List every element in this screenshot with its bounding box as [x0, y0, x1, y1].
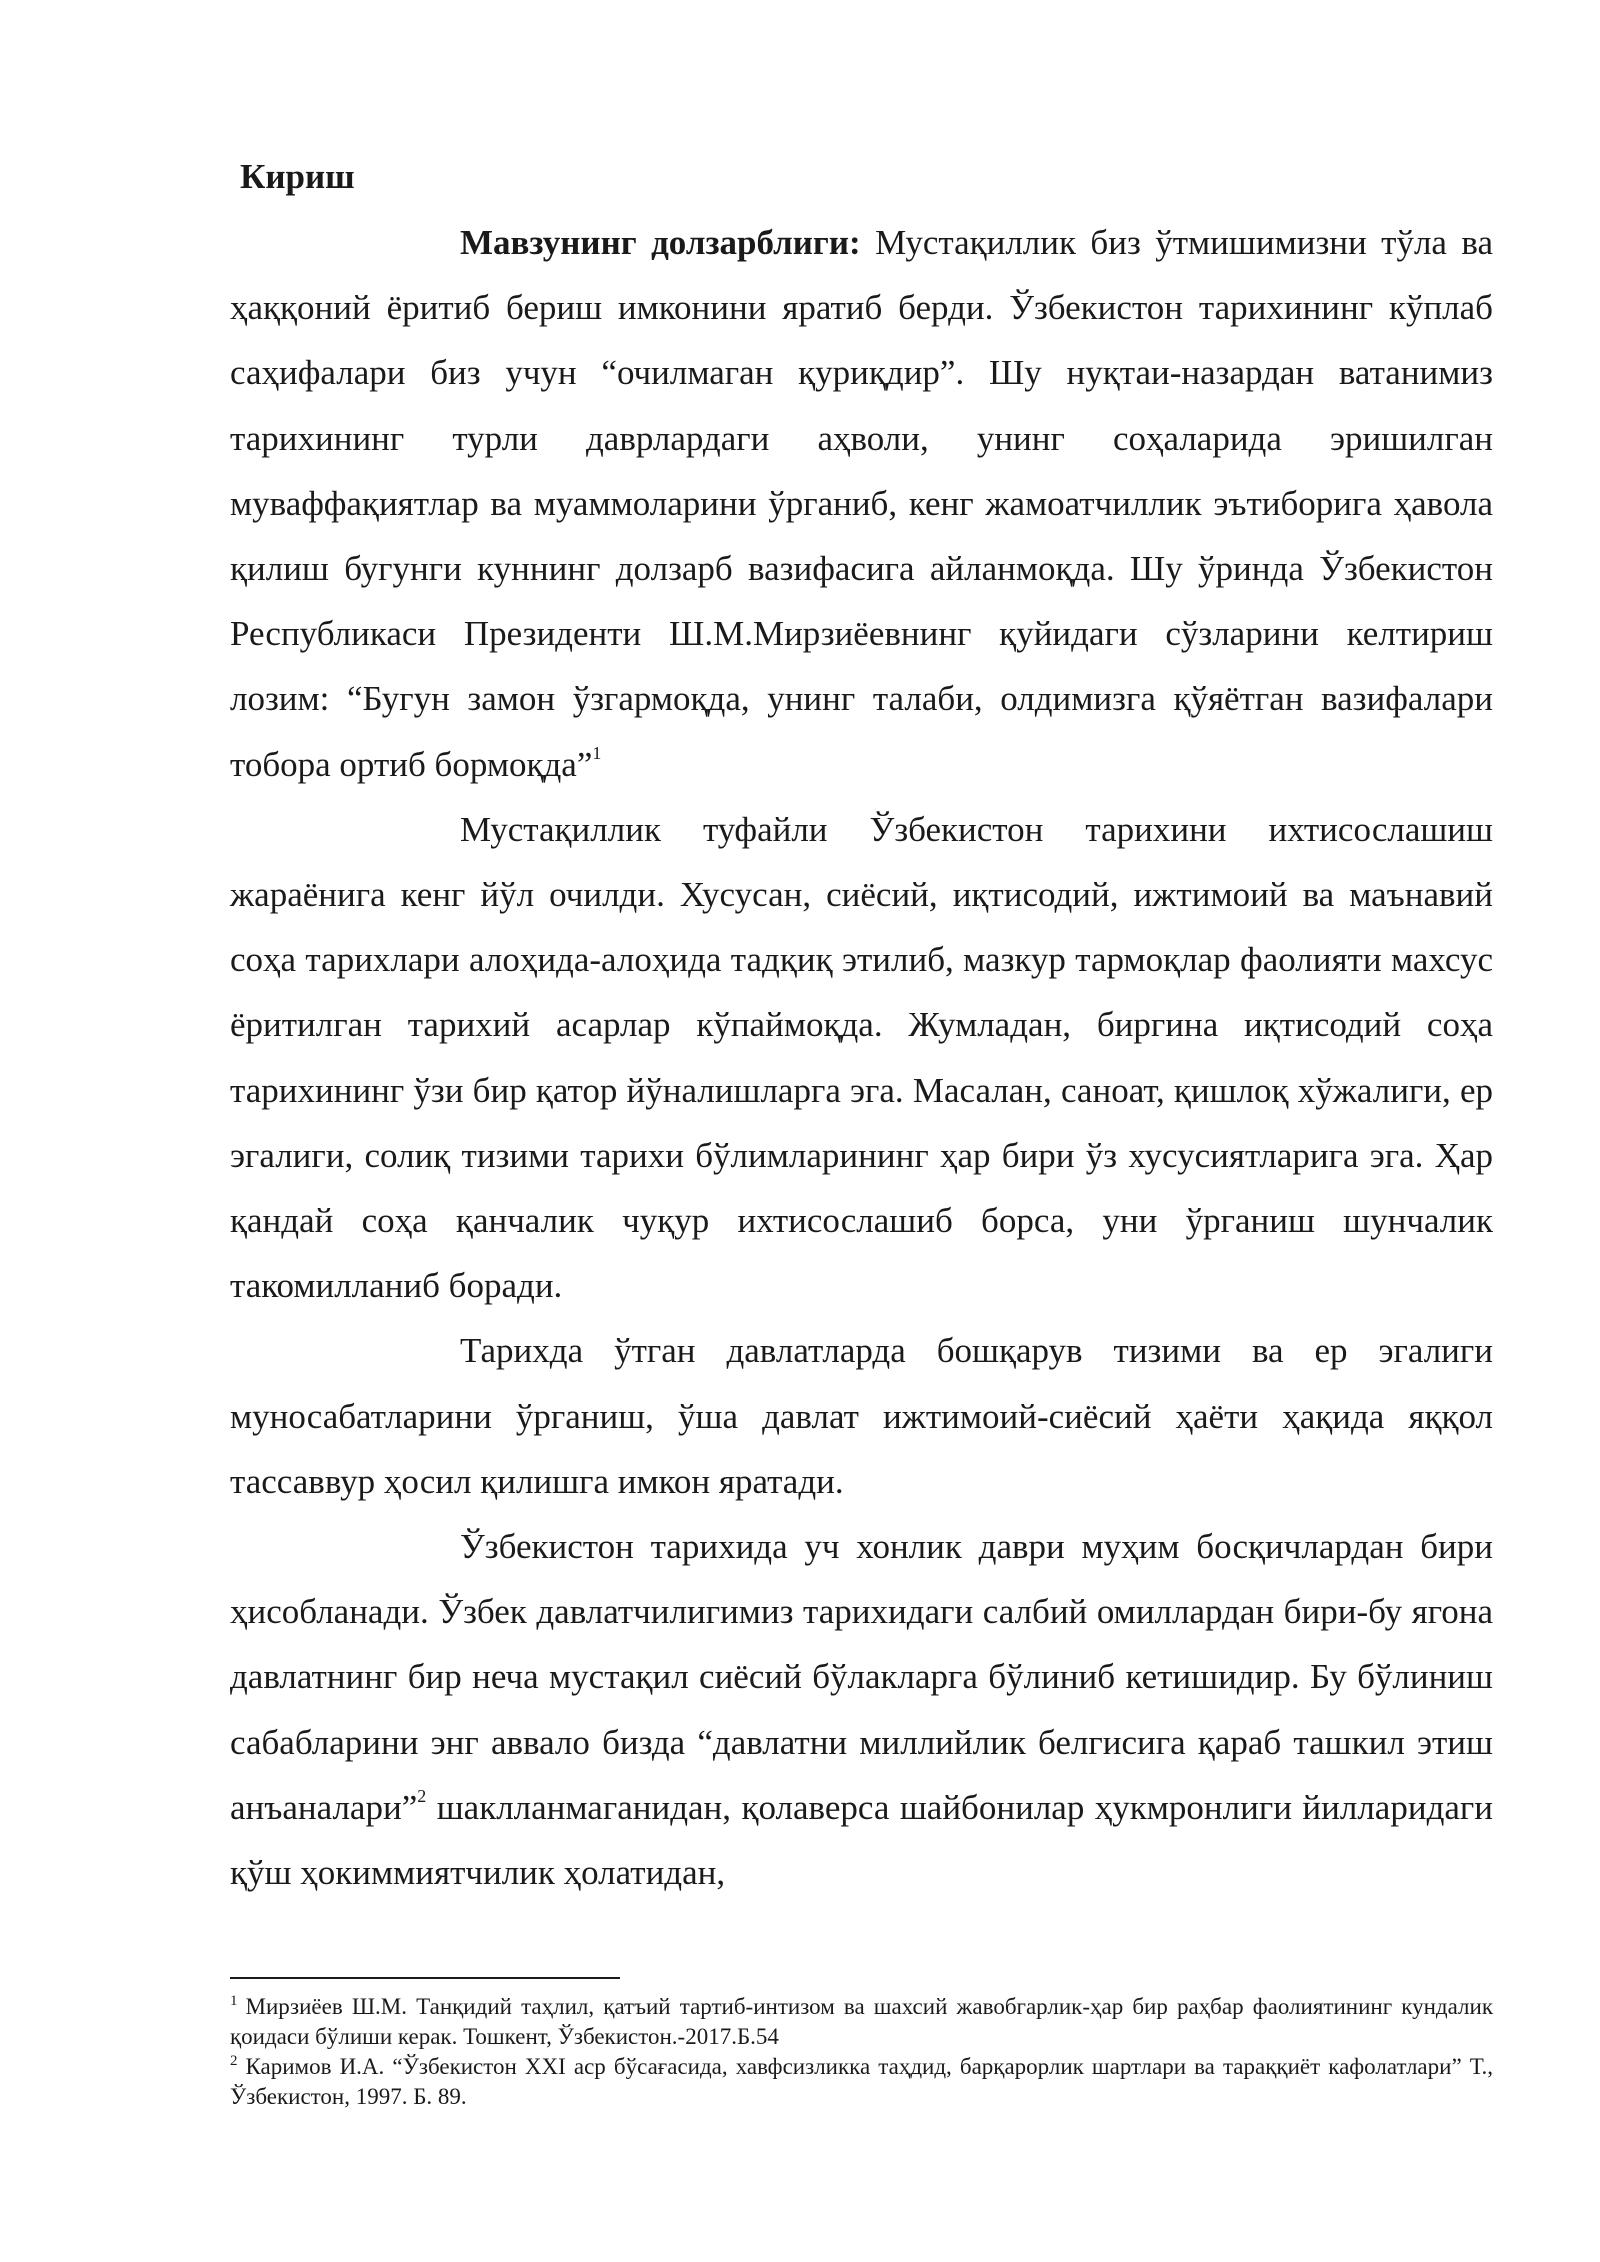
body-text [230, 210, 1493, 1905]
paragraph-text: Тарихда ўтган давлатларда бошқарув тизими ва ер эгалиги муносабатларини ўрганиш, ўша давлат ижтимоий-сиёсий ҳаёти ҳақида яққол тассаввур ҳосил қилишга имкон яратади. [230, 1331, 1493, 1501]
paragraph-text: шаклланмаганидан, қолаверса шайбонилар ҳукмронлиги йилларидаги қўш ҳокиммиятчилик ҳолатидан, [230, 1787, 1493, 1893]
footnote-text: Каримов И.А. “Ўзбекистон XXI аср бўсағасида, хавфсизликка таҳдид, барқарорлик шартлари ва тараққиёт кафолатлари” Т., Ўзбекистон, 1997. Б. 89. [230, 2054, 1493, 2109]
paragraph [230, 210, 1493, 797]
footnote-separator [230, 1977, 620, 1979]
topic-relevance-label: Мавзунинг долзарблиги: [460, 223, 861, 262]
section-heading: Кириш [240, 157, 355, 196]
footnote-text: Мирзиёев Ш.М. Танқидий таҳлил, қатъий тартиб-интизом ва шахсий жавобгарлик-ҳар бир раҳбар фаолиятининг кундалик қоидаси бўлиши керак. Тошкент, Ўзбекистон.-2017.Б.54 [230, 1994, 1493, 2049]
footnote-number: 2 [230, 2053, 238, 2070]
paragraph-text: Мустақиллик биз ўтмишимизни тўла ва ҳаққоний ёритиб бериш имконини яратиб берди. Ўзбекистон тарихининг кўплаб саҳифалари биз учун “очилмаган қуриқдир”. Шу нуқтаи-назардан ватанимиз тарихининг турли даврлардаги аҳволи, унинг соҳаларида эришилган муваффақиятлар ва муаммоларини ўрганиб, кенг жамоатчиллик эътиборига ҳавола қилиш бугунги куннинг долзарб вазифасига айланмоқда. Шу ўринда Ўзбекистон Республикаси Президенти Ш.М.Мирзиёевнинг қуйидаги сўзларини келтириш лозим: “Бугун замон ўзгармоқда, унинг талаби, олдимизга қўяётган вазифалари тобора ортиб бормоқда” [230, 223, 1493, 784]
footnote-reference[interactable]: 1 [592, 742, 602, 763]
footnotes [230, 1992, 1493, 2112]
paragraph-text: Ўзбекистон тарихида уч хонлик даври муҳим босқичлардан бири ҳисобланади. Ўзбек давлатчилигимиз тарихидаги салбий омиллардан бири-бу ягона давлатнинг бир неча мустақил сиёсий бўлакларга бўлиниб кетишидир. Бу бўлиниш сабабларини энг аввало бизда “давлатни миллийлик белгисига қараб ташкил этиш анъаналари” [230, 1527, 1493, 1827]
footnote-number: 1 [230, 1993, 238, 2010]
footnote [230, 2052, 1493, 2112]
paragraph-text: Мустақиллик туфайли Ўзбекистон тарихини ихтисослашиш жараёнига кенг йўл очилди. Хусусан, сиёсий, иқтисодий, ижтимоий ва маънавий соҳа тарихлари алоҳида-алоҳида тадқиқ этилиб, мазкур тармоқлар фаолияти махсус ёритилган тарихий асарлар кўпаймоқда. Жумладан, биргина иқтисодий соҳа тарихининг ўзи бир қатор йўналишларга эга. Масалан, саноат, қишлоқ хўжалиги, ер эгалиги, солиқ тизими тарихи бўлимларининг ҳар бири ўз хусусиятларига эга. Ҳар қандай соҳа қанчалик чуқур ихтисослашиб борса, уни ўрганиш шунчалик такомилланиб боради. [230, 809, 1493, 1306]
footnote-reference[interactable]: 2 [417, 1786, 427, 1807]
footnote [230, 1992, 1493, 2052]
paragraph [230, 1318, 1493, 1514]
paragraph [230, 1514, 1493, 1905]
paragraph [230, 797, 1493, 1319]
